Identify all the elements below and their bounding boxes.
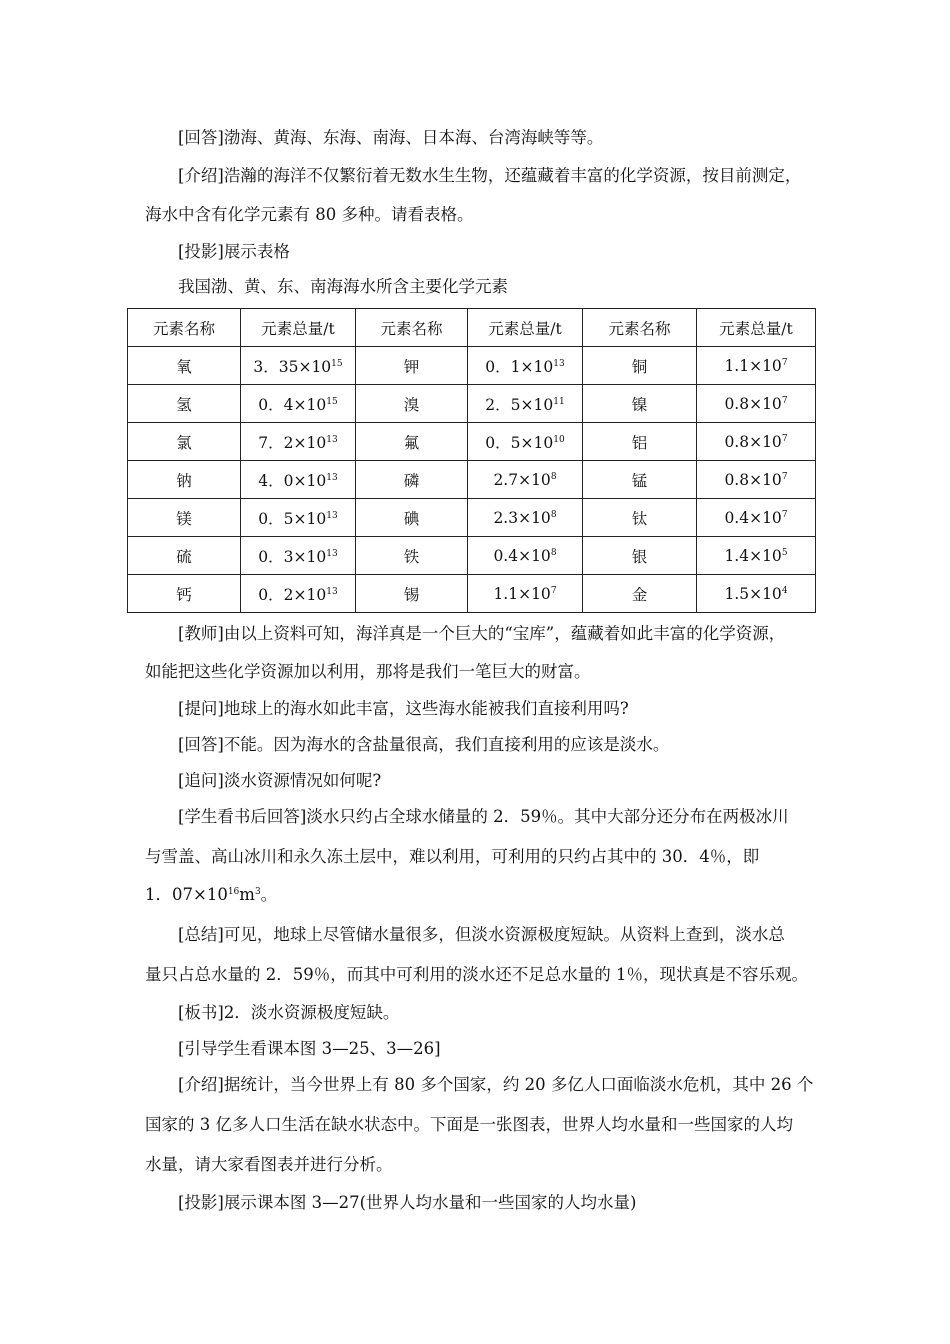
element-name-cell: 氯 xyxy=(128,423,241,461)
element-amount-cell: $1.5\times 10^4$ xyxy=(697,575,816,613)
header-cell: 元素名称 xyxy=(128,309,241,347)
element-name-cell: 钙 xyxy=(128,575,241,613)
table-row xyxy=(128,575,816,613)
element-amount-cell: $0.4\times 10^8$ xyxy=(468,537,583,575)
header-cell: 元素名称 xyxy=(356,309,468,347)
paragraph-guide: [引导学生看课本图 3—25、3—26] xyxy=(178,1039,441,1058)
element-amount-cell: $2.3\times 10^8$ xyxy=(468,499,583,537)
paragraph-projection: [投影]展示表格 xyxy=(178,242,290,261)
table-row xyxy=(128,499,816,537)
paragraph-statistics-cont: 国家的 3 亿多人口生活在缺水状态中。下面是一张图表，世界人均水量和一些国家的人均 xyxy=(145,1115,793,1134)
paragraph-statistics: [介绍]据统计，当今世界上有 80 多个国家，约 20 多亿人口面临淡水危机，其中 26 个 xyxy=(178,1075,814,1094)
element-amount-cell: $1.4\times 10^5$ xyxy=(697,537,816,575)
table-row xyxy=(128,347,816,385)
element-amount-cell: 0．$5\times 10^{13}$ xyxy=(241,499,356,537)
element-amount-cell: $2.7\times 10^8$ xyxy=(468,461,583,499)
table-row xyxy=(128,461,816,499)
element-amount-cell: 0．$3\times 10^{13}$ xyxy=(241,537,356,575)
element-name-cell: 镍 xyxy=(583,385,697,423)
element-amount-cell: 0．$4\times 10^{15}$ xyxy=(241,385,356,423)
element-name-cell: 硫 xyxy=(128,537,241,575)
element-name-cell: 碘 xyxy=(356,499,468,537)
element-amount-cell: $0.8\times 10^7$ xyxy=(697,461,816,499)
table-row xyxy=(128,537,816,575)
element-name-cell: 镁 xyxy=(128,499,241,537)
paragraph-statistics-end: 水量，请大家看图表并进行分析。 xyxy=(145,1155,393,1174)
paragraph-student-answer: [学生看书后回答]淡水只约占全球水储量的 2．59％。其中大部分还分布在两极冰川 xyxy=(178,807,789,826)
element-amount-cell: 0．$2\times 10^{13}$ xyxy=(241,575,356,613)
element-name-cell: 金 xyxy=(583,575,697,613)
paragraph-intro-resources: [介绍]浩瀚的海洋不仅繁衍着无数水生生物，还蕴藏着丰富的化学资源，按目前测定， xyxy=(178,166,802,185)
element-name-cell: 铝 xyxy=(583,423,697,461)
paragraph-board: [板书]2．淡水资源极度短缺。 xyxy=(178,1003,400,1022)
element-amount-cell: 4．$0\times 10^{13}$ xyxy=(241,461,356,499)
element-amount-cell: 7．$2\times 10^{13}$ xyxy=(241,423,356,461)
header-cell: 元素总量/t xyxy=(241,309,356,347)
element-name-cell: 钾 xyxy=(356,347,468,385)
element-amount-cell: $0.4\times 10^7$ xyxy=(697,499,816,537)
elements-table xyxy=(127,308,816,613)
table-row xyxy=(128,423,816,461)
element-amount-cell: 3．$35\times 10^{15}$ xyxy=(241,347,356,385)
paragraph-student-answer-value: 1．$07\times 10^{16}m^3$。 xyxy=(145,885,278,904)
element-name-cell: 溴 xyxy=(356,385,468,423)
element-amount-cell: $0.8\times 10^7$ xyxy=(697,385,816,423)
element-name-cell: 氟 xyxy=(356,423,468,461)
element-amount-cell: 0．$5\times 10^{10}$ xyxy=(468,423,583,461)
paragraph-teacher-cont: 如能把这些化学资源加以利用，那将是我们一笔巨大的财富。 xyxy=(145,662,591,681)
element-name-cell: 钠 xyxy=(128,461,241,499)
table-header-row xyxy=(128,309,816,347)
paragraph-summary: [总结]可见，地球上尽管储水量很多，但淡水资源极度短缺。从资料上查到，淡水总 xyxy=(178,925,785,944)
element-amount-cell: $1.1\times 10^7$ xyxy=(468,575,583,613)
element-amount-cell: 2．$5\times 10^{11}$ xyxy=(468,385,583,423)
table-caption: 我国渤、黄、东、南海海水所含主要化学元素 xyxy=(178,277,508,296)
element-amount-cell: $0.8\times 10^7$ xyxy=(697,423,816,461)
element-name-cell: 银 xyxy=(583,537,697,575)
element-name-cell: 磷 xyxy=(356,461,468,499)
element-amount-cell: $1.1\times 10^7$ xyxy=(697,347,816,385)
paragraph-teacher: [教师]由以上资料可知，海洋真是一个巨大的“宝库”，蕴藏着如此丰富的化学资源， xyxy=(178,624,786,643)
paragraph-answer-no: [回答]不能。因为海水的含盐量很高，我们直接利用的应该是淡水。 xyxy=(178,735,670,754)
paragraph-projection-chart: [投影]展示课本图 3—27(世界人均水量和一些国家的人均水量) xyxy=(178,1193,637,1212)
paragraph-summary-cont: 量只占总水量的 2．59％，而其中可利用的淡水还不足总水量的 1％，现状真是不容乐观。 xyxy=(145,965,808,984)
table-row xyxy=(128,385,816,423)
paragraph-follow-up: [追问]淡水资源情况如何呢? xyxy=(178,771,382,790)
paragraph-answer-seas: [回答]渤海、黄海、东海、南海、日本海、台湾海峡等等。 xyxy=(178,128,604,147)
element-amount-cell: 0．$1\times 10^{13}$ xyxy=(468,347,583,385)
header-cell: 元素总量/t xyxy=(697,309,816,347)
element-name-cell: 锰 xyxy=(583,461,697,499)
element-name-cell: 钛 xyxy=(583,499,697,537)
element-name-cell: 铁 xyxy=(356,537,468,575)
element-name-cell: 锡 xyxy=(356,575,468,613)
header-cell: 元素名称 xyxy=(583,309,697,347)
paragraph-student-answer-cont: 与雪盖、高山冰川和永久冻土层中，难以利用，可利用的只约占其中的 30．4％，即 xyxy=(145,847,760,866)
element-name-cell: 铜 xyxy=(583,347,697,385)
element-name-cell: 氧 xyxy=(128,347,241,385)
element-name-cell: 氢 xyxy=(128,385,241,423)
paragraph-intro-resources-cont: 海水中含有化学元素有 80 多种。请看表格。 xyxy=(145,205,474,224)
paragraph-question: [提问]地球上的海水如此丰富，这些海水能被我们直接利用吗? xyxy=(178,699,629,718)
header-cell: 元素总量/t xyxy=(468,309,583,347)
